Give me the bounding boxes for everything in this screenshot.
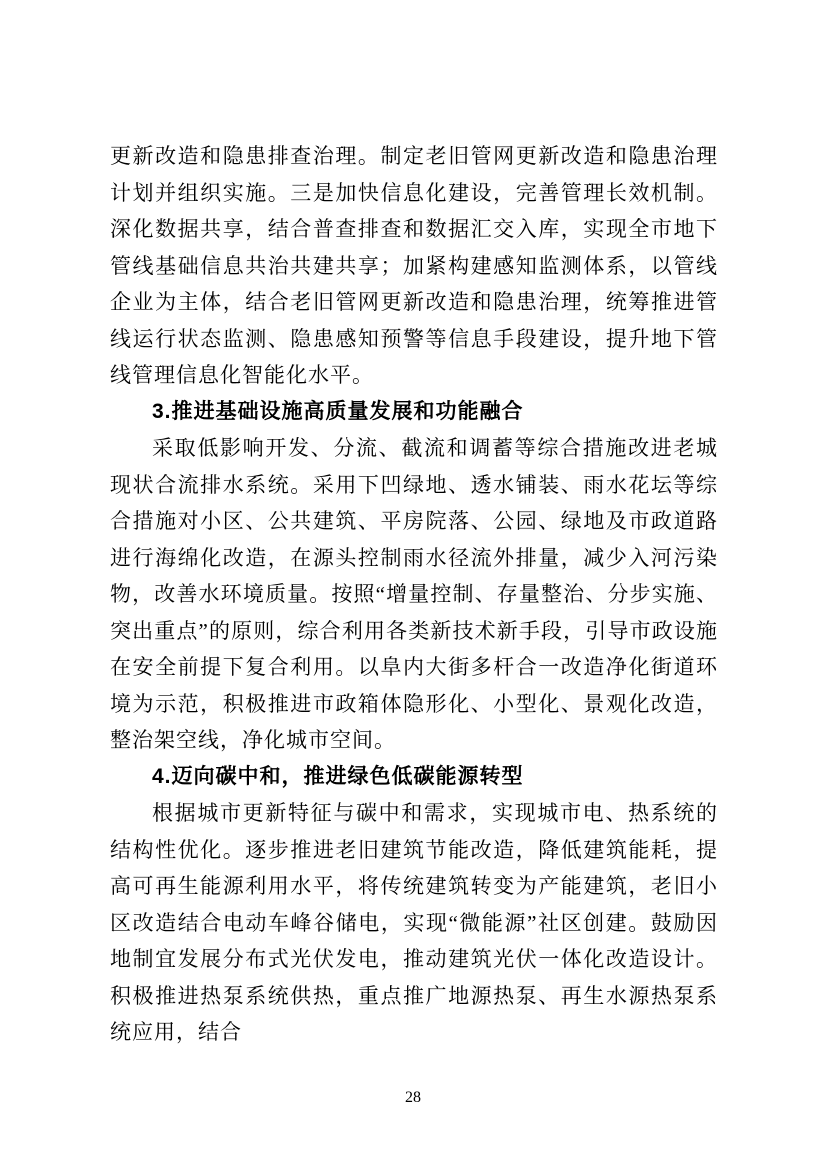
paragraph-section-3: 采取低影响开发、分流、截流和调蓄等综合措施改进老城现状合流排水系统。采用下凹绿地、透水铺装、雨水花坛等综合措施对小区、公共建筑、平房院落、公园、绿地及市政道路进行海绵化改造，在源头控制雨水径流外排量，减少入河污染物，改善水环境质量。按照“增量控制、存量整治、分步实施、突出重点”的原则，综合利用各类新技术新手段，引导市政设施在安全前提下复合利用。以阜内大街多杆合一改造净化街道环境为示范，积极推进市政箱体隐形化、小型化、景观化改造，整治架空线，净化城市空间。: [110, 436, 718, 752]
section-heading-3: 3.推进基础设施高质量发展和功能融合: [152, 399, 524, 423]
paragraph-continued: 更新改造和隐患排查治理。制定老旧管网更新改造和隐患治理计划并组织实施。三是加快信息化建设，完善管理长效机制。深化数据共享，结合普查排查和数据汇交入库，实现全市地下管线基础信息共治共建共享；加紧构建感知监测体系，以管线企业为主体，结合老旧管网更新改造和隐患治理，统筹推进管线运行状态监测、隐患感知预警等信息手段建设，提升地下管线管理信息化智能化水平。: [110, 144, 718, 387]
paragraph-section-4: 根据城市更新特征与碳中和需求，实现城市电、热系统的结构性优化。逐步推进老旧建筑节能改造，降低建筑能耗，提高可再生能源利用水平，将传统建筑转变为产能建筑，老旧小区改造结合电动车峰谷储电，实现“微能源”社区创建。鼓励因地制宜发展分布式光伏发电，推动建筑光伏一体化改造设计。积极推进热泵系统供热，重点推广地源热泵、再生水源热泵系统应用，结合: [110, 801, 718, 1044]
page-number: 28: [405, 1089, 421, 1106]
page-footer: [0, 1089, 826, 1107]
section-heading-4: 4.迈向碳中和，推进绿色低碳能源转型: [152, 764, 524, 788]
page-content: [110, 138, 718, 1051]
